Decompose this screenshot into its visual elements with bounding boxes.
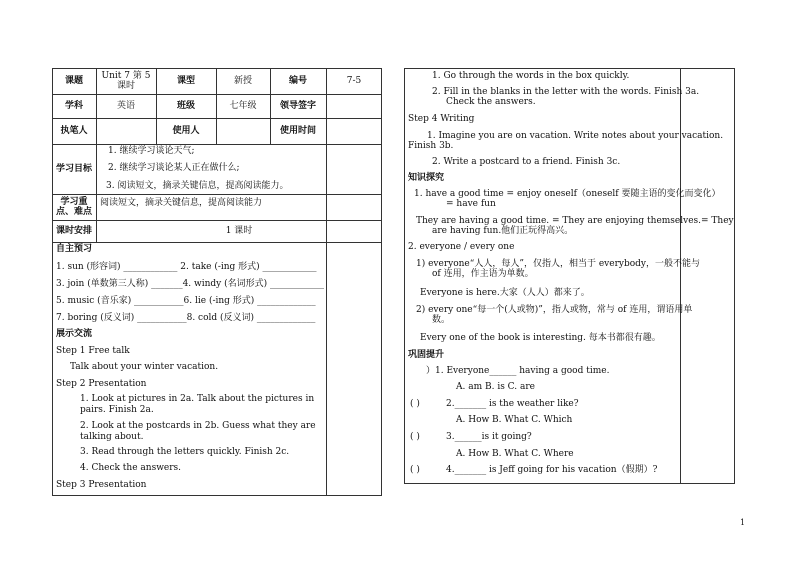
step4-heading: Step 4 Writing — [408, 114, 475, 124]
step1-text: Talk about your winter vacation. — [70, 362, 219, 372]
step2-item: 3. Read through the letters quickly. Finish 2c. — [80, 447, 290, 457]
preview-title: 自主预习 — [56, 244, 93, 254]
step4-item: 2. Write a postcard to a friend. Finish 3c. — [432, 157, 621, 167]
right-step-item: 2. Fill in the blanks in the letter with the words. Finish 3a. — [432, 87, 700, 97]
step1-heading: Step 1 Free talk — [56, 346, 130, 356]
question-2-paren: ( ) — [410, 399, 420, 409]
preview-line: 1. sun (形容词) ____________ 2. take (-ing 形式) ____________ — [56, 262, 317, 272]
schedule-value: 1 课时 — [225, 226, 253, 236]
step2-item: 1. Look at pictures in 2a. Talk about the pictures in pairs. Finish 2a. — [80, 394, 315, 415]
step4-item: Finish 3b. — [408, 141, 454, 151]
knowledge-line: 1. have a good time = enjoy oneself（oneself 要随主语的变化而变化） — [414, 189, 721, 199]
knowledge-line: They are having a good time. = They are enjoying themselves.= They — [416, 216, 734, 226]
question-1-options: A. am B. is C. are — [456, 382, 535, 392]
goal-item: 1. 继续学习谈论天气; — [108, 146, 195, 156]
lesson-number-value: 7-5 — [346, 76, 362, 86]
right-step-item: 1. Go through the words in the box quickly. — [432, 71, 630, 81]
goals-label: 学习目标 — [55, 164, 92, 174]
goal-item: 3. 阅读短文，摘录关键信息，提高阅读能力。 — [106, 181, 289, 191]
knowledge-line: = have fun — [446, 199, 496, 209]
class-label: 班级 — [176, 101, 195, 111]
step4-item: 1. Imagine you are on vacation. Write notes about your vacation. — [427, 131, 724, 141]
practice-title: 巩固提升 — [408, 350, 445, 360]
question-4-paren: ( ) — [410, 465, 420, 475]
question-3-options: A. How B. What C. Where — [456, 449, 574, 459]
question-4: 4._______ is Jeff going for his vacation（假期）? — [446, 465, 658, 475]
keypoints-text: 阅读短文，摘录关键信息，提高阅读能力 — [100, 198, 263, 208]
knowledge-line: 2) every one“每一个(人或物)”，指人或物，常与 of 连用，谓语用单 — [416, 305, 693, 315]
knowledge-line: of 连用，作主语为单数。 — [432, 269, 534, 279]
class-value: 七年级 — [229, 101, 257, 111]
question-3: 3.______is it going? — [446, 432, 532, 442]
knowledge-line: 1) everyone“人人，每人”，仅指人，相当于 everybody，一般不能与 — [416, 259, 700, 269]
step3-heading: Step 3 Presentation — [56, 480, 147, 490]
question-3-paren: ( ) — [410, 432, 420, 442]
step2-heading: Step 2 Presentation — [56, 379, 147, 389]
goal-item: 2. 继续学习谈论某人正在做什么; — [108, 163, 240, 173]
leader-sign-label: 领导签字 — [279, 101, 316, 111]
subject-label: 学科 — [64, 101, 83, 111]
schedule-label: 课时安排 — [55, 226, 92, 236]
author-label: 执笔人 — [60, 126, 88, 136]
question-2-options: A. How B. What C. Which — [456, 415, 573, 425]
lesson-type-label: 课型 — [176, 76, 195, 86]
step2-item: 4. Check the answers. — [80, 463, 182, 473]
knowledge-line: Every one of the book is interesting. 每本书都很有趣。 — [420, 333, 661, 343]
preview-line: 5. music (音乐家) ___________6. lie (-ing 形式) _____________ — [56, 296, 316, 306]
question-2: 2._______ is the weather like? — [446, 399, 579, 409]
lesson-number-label: 编号 — [288, 76, 307, 86]
preview-line: 3. join (单数第三人称) _______4. windy (名词形式) ____________ — [56, 279, 324, 289]
lesson-topic-value: Unit 7 第 5 课时 — [101, 71, 151, 91]
question-1: ）1. Everyone______ having a good time. — [426, 366, 610, 376]
show-title: 展示交流 — [56, 329, 93, 339]
preview-line: 7. boring (反义词) ___________8. cold (反义词) _____________ — [56, 313, 316, 323]
right-step-item: Check the answers. — [446, 97, 536, 107]
use-time-label: 使用时间 — [279, 126, 316, 136]
knowledge-line: 2. everyone / every one — [408, 242, 515, 252]
knowledge-line: 数。 — [432, 315, 451, 325]
knowledge-line: Everyone is here.大家（人人）都来了。 — [420, 288, 590, 298]
keypoints-label: 学习重点、难点 — [55, 197, 92, 217]
knowledge-title: 知识探究 — [408, 173, 445, 183]
lesson-type-value: 新授 — [233, 76, 252, 86]
step2-item: 2. Look at the postcards in 2b. Guess what they are talking about. — [80, 421, 316, 442]
user-label: 使用人 — [172, 126, 200, 136]
lesson-topic-label: 课题 — [64, 76, 83, 86]
page-number: 1 — [740, 518, 746, 527]
subject-value: 英语 — [116, 101, 135, 111]
knowledge-line: are having fun.他们正玩得高兴。 — [432, 226, 574, 236]
